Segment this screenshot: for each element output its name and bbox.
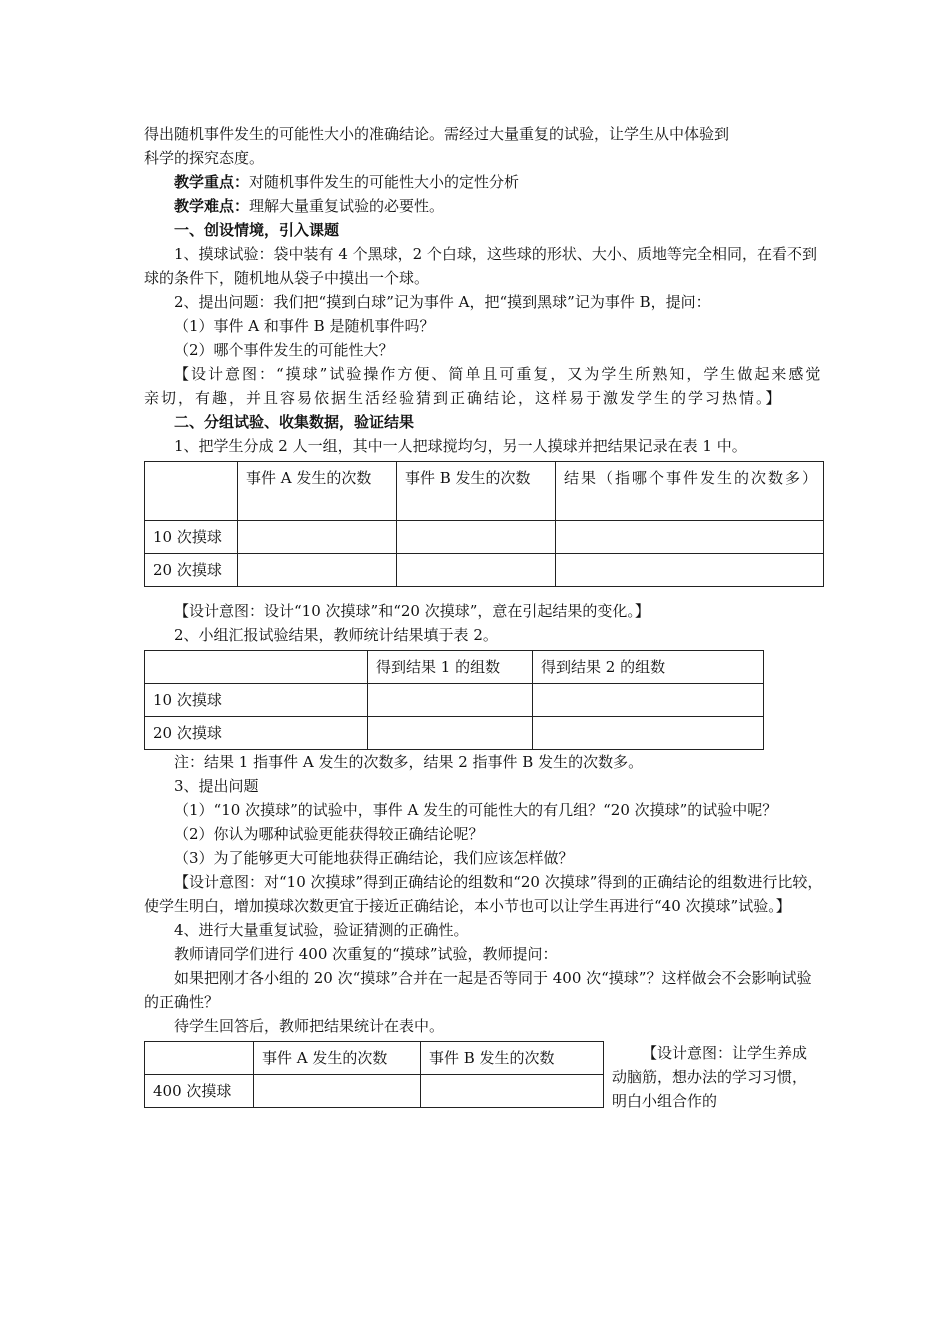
table-2-header-cell <box>145 651 368 684</box>
table-1-header-cell: 结果（指哪个事件发生的次数多） <box>556 462 824 521</box>
table-1-header-cell <box>145 462 238 521</box>
table-1 <box>144 461 824 587</box>
table-row <box>145 554 824 587</box>
section-2-question-2: （2）你认为哪种试验更能获得较正确结论呢？ <box>174 825 484 843</box>
section-2-design-intent-2: 【设计意图：对“10 次摸球”得到正确结论的组数和“20 次摸球”得到的正确结论的组数进行比较，使学生明白，增加摸球次数更宜于接近正确结论，本小节也可以让学生再进行“40 次摸球”试验。】 <box>144 873 823 915</box>
table-cell <box>533 717 764 750</box>
section-2-paragraph-3: 3、提出问题 <box>174 777 259 795</box>
table-cell: 10 次摸球 <box>145 684 368 717</box>
table-3-header-row <box>145 1042 604 1075</box>
section-2-paragraph-7: 待学生回答后，教师把结果统计在表中。 <box>174 1017 445 1035</box>
table-3-header-cell: 事件 A 发生的次数 <box>254 1042 421 1075</box>
section-2-paragraph-6: 如果把刚才各小组的 20 次“摸球”合并在一起是否等同于 400 次“摸球”？这样做会不会影响试验的正确性？ <box>144 969 812 1011</box>
section-2-paragraph-5: 教师请同学们进行 400 次重复的“摸球”试验，教师提问： <box>174 945 558 963</box>
section-1-question-2: （2）哪个事件发生的可能性大？ <box>174 341 394 359</box>
key-text: 对随机事件发生的可能性大小的定性分析 <box>249 173 520 191</box>
table-1-header-row <box>145 462 824 521</box>
table-cell: 20 次摸球 <box>145 554 238 587</box>
table-cell <box>254 1075 421 1108</box>
table-2-header-cell: 得到结果 1 的组数 <box>368 651 533 684</box>
table-3-header-cell: 事件 B 发生的次数 <box>421 1042 604 1075</box>
section-1-design-intent: 【设计意图：“摸球”试验操作方便、简单且可重复，又为学生所熟知，学生做起来感觉亲切，有趣，并且容易依据生活经验猜到正确结论，这样易于激发学生的学习热情。】 <box>144 365 823 407</box>
table-cell <box>556 554 824 587</box>
difficulty-label: 教学难点： <box>174 197 250 215</box>
table-cell <box>421 1075 604 1108</box>
section-1-paragraph-1: 1、摸球试验：袋中装有 4 个黑球，2 个白球，这些球的形状、大小、质地等完全相同，在看不到球的条件下，随机地从袋子中摸出一个球。 <box>144 245 817 287</box>
document-page <box>144 122 824 1117</box>
table-2-note: 注：结果 1 指事件 A 发生的次数多，结果 2 指事件 B 发生的次数多。 <box>174 753 644 771</box>
table-1-header-cell: 事件 A 发生的次数 <box>238 462 397 521</box>
table-cell <box>238 521 397 554</box>
side-design-intent: 【设计意图：让学生养成动脑筋，想办法的学习习惯，明白小组合作的 <box>612 1044 808 1110</box>
section-2-paragraph-4: 4、进行大量重复试验，验证猜测的正确性。 <box>174 921 469 939</box>
key-label: 教学重点： <box>174 173 250 191</box>
teaching-difficulty <box>144 194 824 218</box>
section-2-paragraph-2: 2、小组汇报试验结果，教师统计结果填于表 2。 <box>174 626 498 644</box>
table-2-header-cell: 得到结果 2 的组数 <box>533 651 764 684</box>
intro-line-1: 得出随机事件发生的可能性大小的准确结论。需经过大量重复的试验，让学生从中体验到 <box>144 125 730 143</box>
teaching-key-point <box>144 170 824 194</box>
table-cell <box>368 717 533 750</box>
table-row <box>145 1075 604 1108</box>
table-3-block <box>144 1041 824 1117</box>
table-cell <box>368 684 533 717</box>
table-cell <box>397 554 556 587</box>
section-1-title: 一、创设情境，引入课题 <box>174 221 340 239</box>
section-2-question-3: （3）为了能够更大可能地获得正确结论，我们应该怎样做？ <box>174 849 574 867</box>
section-1-paragraph-2: 2、提出问题：我们把“摸到白球”记为事件 A，把“摸到黑球”记为事件 B，提问： <box>174 293 711 311</box>
table-cell: 20 次摸球 <box>145 717 368 750</box>
table-cell <box>533 684 764 717</box>
table-3 <box>144 1041 604 1108</box>
table-row <box>145 717 764 750</box>
table-cell: 400 次摸球 <box>145 1075 254 1108</box>
section-2-title: 二、分组试验、收集数据，验证结果 <box>174 413 415 431</box>
section-2-paragraph-1: 1、把学生分成 2 人一组，其中一人把球搅均匀，另一人摸球并把结果记录在表 1 中。 <box>174 437 747 455</box>
table-3-header-cell <box>145 1042 254 1075</box>
table-1-header-cell: 事件 B 发生的次数 <box>397 462 556 521</box>
table-cell <box>556 521 824 554</box>
table-cell <box>238 554 397 587</box>
difficulty-text: 理解大量重复试验的必要性。 <box>249 197 445 215</box>
table-row <box>145 684 764 717</box>
section-2-question-1: （1）“10 次摸球”的试验中，事件 A 发生的可能性大的有几组？“20 次摸球”的试验中呢？ <box>174 801 778 819</box>
table-cell: 10 次摸球 <box>145 521 238 554</box>
table-cell <box>397 521 556 554</box>
table-2-header-row <box>145 651 764 684</box>
table-row <box>145 521 824 554</box>
table-2 <box>144 650 764 750</box>
section-1-question-1: （1）事件 A 和事件 B 是随机事件吗？ <box>174 317 435 335</box>
section-2-design-intent-1: 【设计意图：设计“10 次摸球”和“20 次摸球”，意在引起结果的变化。】 <box>174 602 650 620</box>
intro-line-2: 科学的探究态度。 <box>144 149 265 167</box>
